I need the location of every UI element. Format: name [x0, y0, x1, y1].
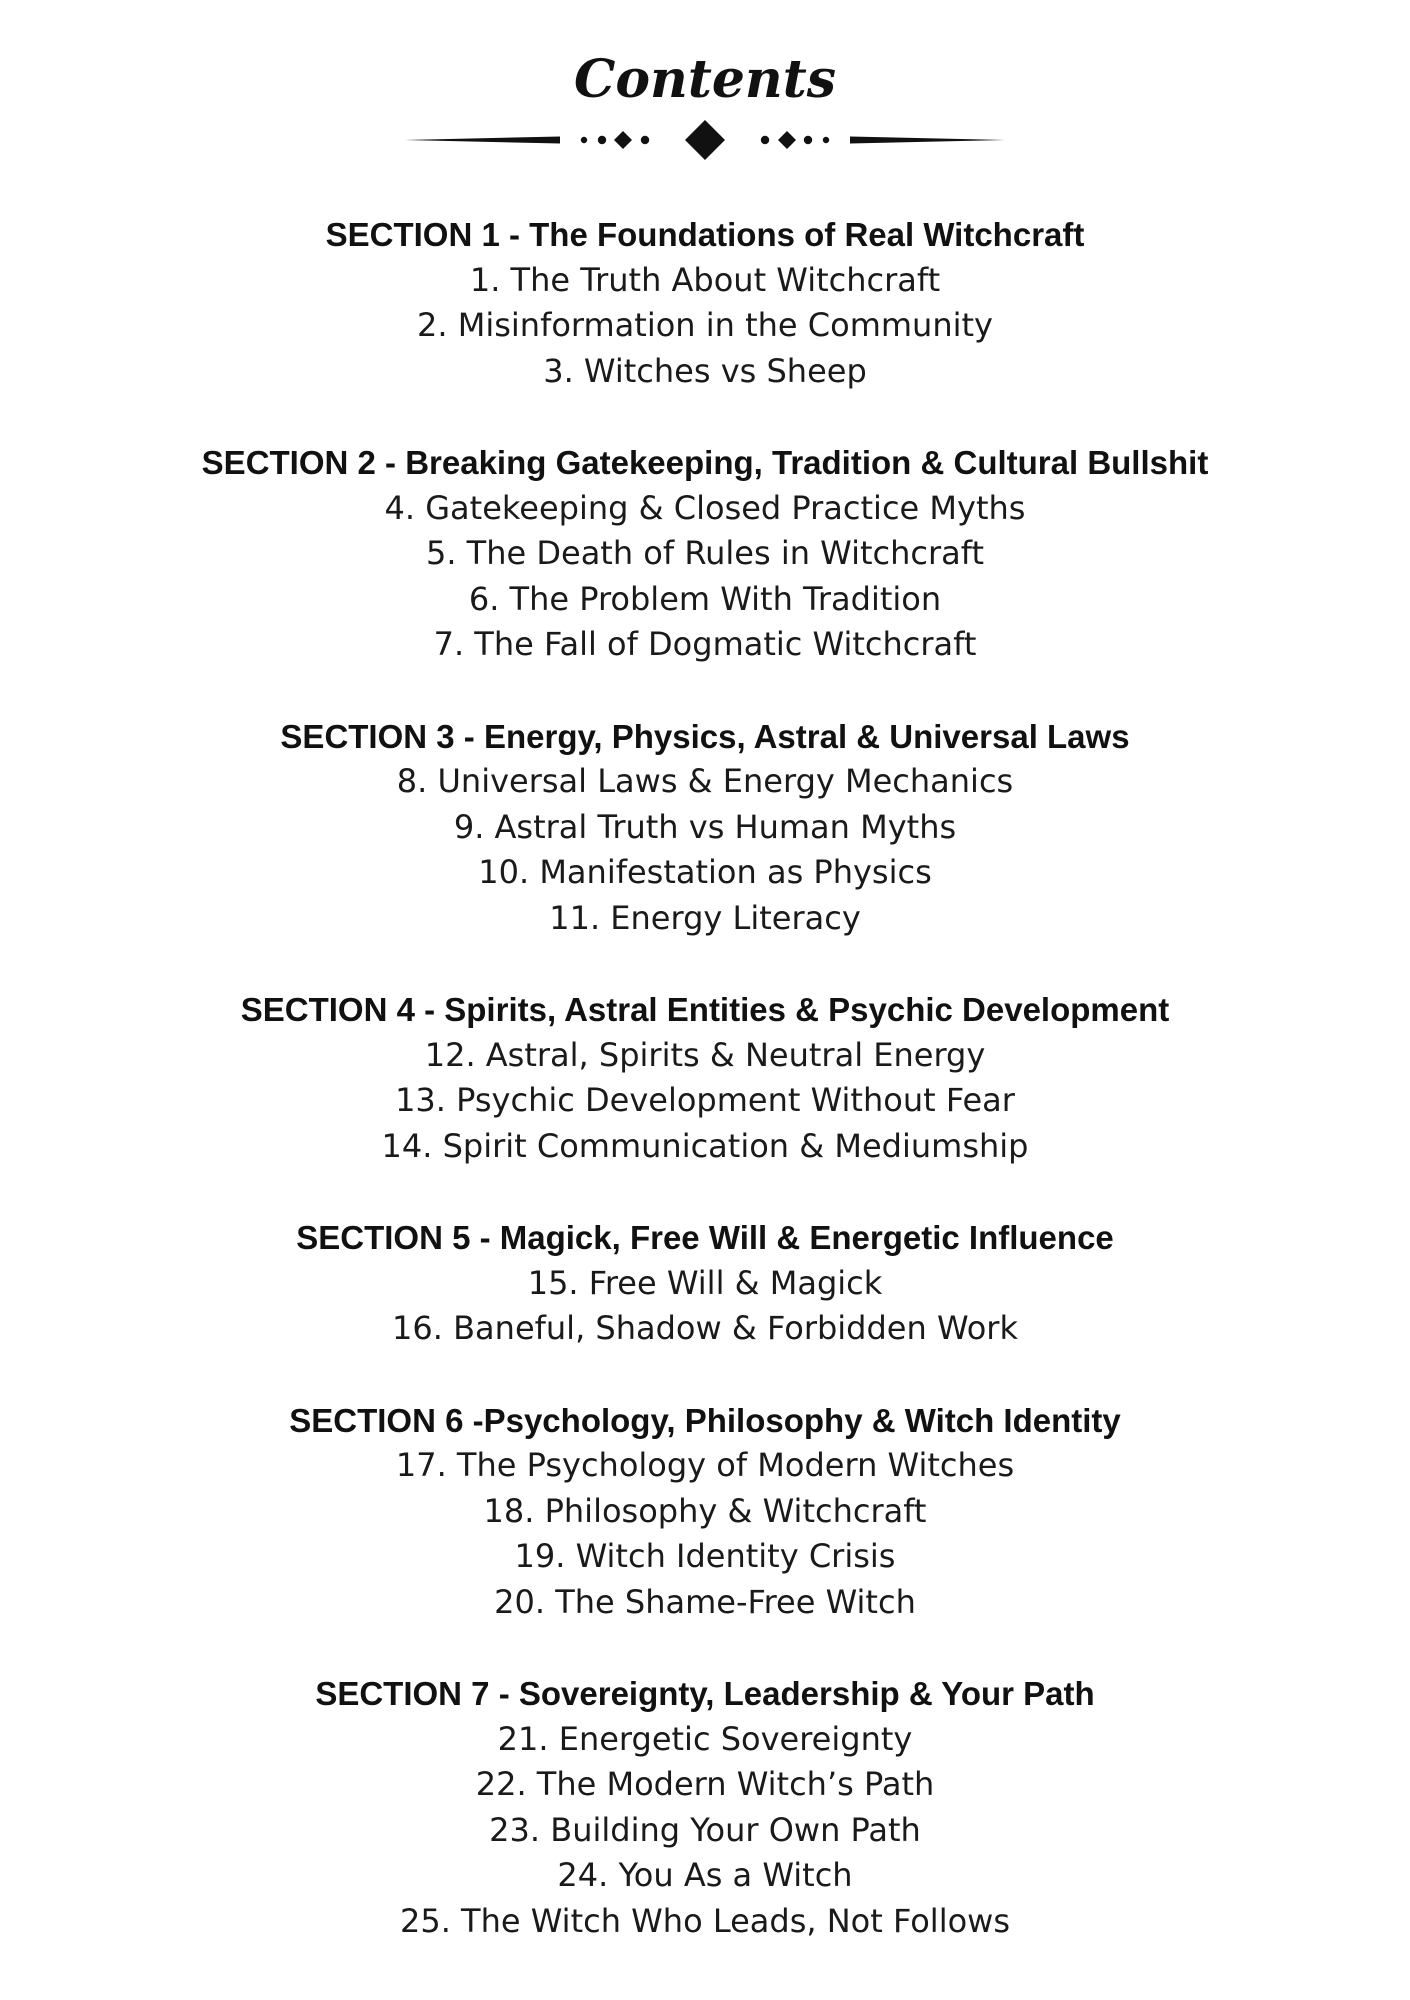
- chapter-item: 12. Astral, Spirits & Neutral Energy: [424, 1035, 986, 1074]
- chapter-item: 20. The Shame-Free Witch: [494, 1582, 916, 1621]
- chapter-item: 16. Baneful, Shadow & Forbidden Work: [392, 1309, 1018, 1347]
- section-7: [0, 1671, 1410, 1944]
- chapter-item: 21. Energetic Sovereignty: [497, 1719, 913, 1758]
- section-heading: SECTION 5 - Magick, Free Will & Energetic Influence: [296, 1219, 1114, 1256]
- section-6: [0, 1398, 1410, 1626]
- chapter-item: 3. Witches vs Sheep: [543, 351, 867, 390]
- section-2: [0, 440, 1410, 668]
- flourish-divider-icon: [405, 116, 1005, 164]
- chapter-item: 15. Free Will & Magick: [527, 1263, 883, 1302]
- chapter-item: 11. Energy Literacy: [549, 898, 861, 937]
- chapter-item: 18. Philosophy & Witchcraft: [483, 1491, 927, 1530]
- chapter-item: 8. Universal Laws & Energy Mechanics: [396, 762, 1014, 800]
- section-heading: SECTION 1 - The Foundations of Real Witchcraft: [325, 216, 1085, 253]
- chapter-item: 23. Building Your Own Path: [489, 1810, 921, 1849]
- section-1: [0, 212, 1410, 394]
- section-heading: SECTION 7 - Sovereignty, Leadership & Your Path: [315, 1675, 1095, 1712]
- chapter-item: 22. The Modern Witch’s Path: [475, 1765, 935, 1803]
- section-heading: SECTION 3 - Energy, Physics, Astral & Universal Laws: [280, 717, 1130, 755]
- page-title: Contents: [573, 49, 837, 110]
- chapter-item: 7. The Fall of Dogmatic Witchcraft: [433, 625, 977, 663]
- chapter-item: 17. The Psychology of Modern Witches: [395, 1446, 1015, 1484]
- chapter-item: 1. The Truth About Witchcraft: [469, 260, 941, 299]
- section-4: [0, 987, 1410, 1169]
- chapter-item: 4. Gatekeeping & Closed Practice Myths: [384, 488, 1026, 527]
- chapter-item: 10. Manifestation as Physics: [478, 853, 932, 891]
- chapter-item: 24. You As a Witch: [557, 1856, 853, 1894]
- section-heading: SECTION 2 - Breaking Gatekeeping, Tradition & Cultural Bullshit: [201, 444, 1209, 481]
- section-5: [0, 1215, 1410, 1352]
- section-heading: SECTION 4 - Spirits, Astral Entities & Psychic Development: [240, 991, 1170, 1028]
- chapter-item: 9. Astral Truth vs Human Myths: [453, 807, 957, 846]
- chapter-item: 2. Misinformation in the Community: [417, 306, 993, 344]
- table-of-contents: [0, 212, 1410, 1990]
- section-heading: SECTION 6 -Psychology, Philosophy & Witch Identity: [289, 1401, 1121, 1439]
- chapter-item: 19. Witch Identity Crisis: [514, 1537, 896, 1575]
- chapter-item: 25. The Witch Who Leads, Not Follows: [399, 1901, 1010, 1940]
- chapter-item: 6. The Problem With Tradition: [468, 579, 942, 618]
- section-3: [0, 714, 1410, 942]
- chapter-item: 13. Psychic Development Without Fear: [395, 1081, 1015, 1119]
- chapter-item: 14. Spirit Communication & Mediumship: [381, 1126, 1029, 1165]
- chapter-item: 5. The Death of Rules in Witchcraft: [425, 534, 985, 572]
